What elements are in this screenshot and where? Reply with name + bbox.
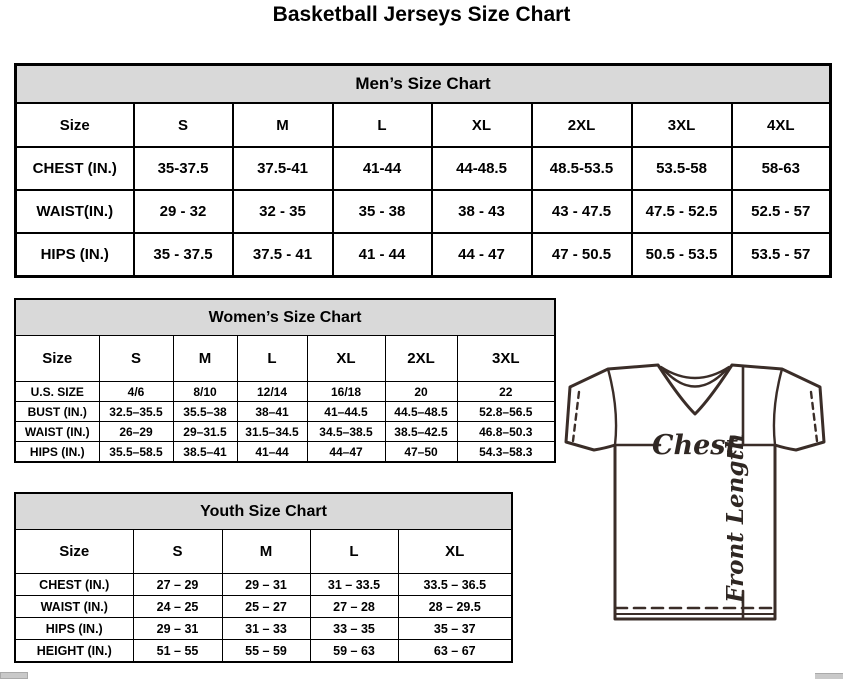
size-value-cell: 35.5–38: [173, 402, 237, 422]
size-value-cell: 34.5–38.5: [307, 422, 385, 442]
size-value-cell: 31.5–34.5: [237, 422, 307, 442]
size-value-cell: 63 – 67: [398, 640, 512, 663]
size-value-cell: 52.8–56.5: [457, 402, 555, 422]
size-column-header: 2XL: [385, 336, 457, 382]
size-value-cell: 27 – 28: [310, 596, 398, 618]
size-value-cell: 48.5-53.5: [532, 147, 632, 190]
size-column-header: S: [134, 103, 233, 147]
column-header-row: [16, 103, 831, 147]
size-value-cell: 38–41: [237, 402, 307, 422]
size-column-header: 2XL: [532, 103, 632, 147]
mens-table-title: Men’s Size Chart: [16, 65, 831, 104]
measurement-row-label: WAIST (IN.): [15, 596, 133, 618]
table-title-row: [15, 493, 512, 530]
jersey-measurement-diagram: [558, 356, 834, 624]
size-column-header: L: [333, 103, 432, 147]
size-value-cell: 47.5 - 52.5: [632, 190, 732, 233]
measurement-row: [15, 618, 512, 640]
size-value-cell: 35 - 37.5: [134, 233, 233, 277]
size-value-cell: 37.5 - 41: [233, 233, 333, 277]
size-value-cell: 38.5–41: [173, 442, 237, 463]
size-value-cell: 4/6: [99, 382, 173, 402]
size-value-cell: 20: [385, 382, 457, 402]
measurement-row: [15, 422, 555, 442]
size-value-cell: 50.5 - 53.5: [632, 233, 732, 277]
page-title: Basketball Jerseys Size Chart: [272, 3, 571, 26]
size-value-cell: 41–44.5: [307, 402, 385, 422]
measurement-row-label: CHEST (IN.): [16, 147, 134, 190]
size-column-header: M: [173, 336, 237, 382]
chest-label: Chest: [652, 430, 738, 461]
size-column-header: 3XL: [457, 336, 555, 382]
size-column-header: S: [133, 530, 222, 574]
size-value-cell: 44 - 47: [432, 233, 532, 277]
size-column-header: 4XL: [732, 103, 831, 147]
size-value-cell: 35.5–58.5: [99, 442, 173, 463]
size-value-cell: 28 – 29.5: [398, 596, 512, 618]
measurement-row-label: WAIST(IN.): [16, 190, 134, 233]
measurement-row: [15, 402, 555, 422]
size-value-cell: 33.5 – 36.5: [398, 574, 512, 596]
size-value-cell: 55 – 59: [222, 640, 310, 663]
size-value-cell: 29–31.5: [173, 422, 237, 442]
size-value-cell: 16/18: [307, 382, 385, 402]
size-value-cell: 47 - 50.5: [532, 233, 632, 277]
scrollbar-fragment-left[interactable]: [0, 672, 28, 679]
size-column-header: S: [99, 336, 173, 382]
size-corner-header: Size: [15, 530, 133, 574]
size-column-header: M: [222, 530, 310, 574]
size-column-header: XL: [307, 336, 385, 382]
size-value-cell: 35-37.5: [134, 147, 233, 190]
front-length-label: Front Length: [722, 433, 749, 603]
size-column-header: M: [233, 103, 333, 147]
size-value-cell: 53.5-58: [632, 147, 732, 190]
size-value-cell: 52.5 - 57: [732, 190, 831, 233]
measurement-row: [16, 190, 831, 233]
measurement-row: [15, 574, 512, 596]
table-title-row: [16, 65, 831, 104]
size-value-cell: 58-63: [732, 147, 831, 190]
size-column-header: L: [237, 336, 307, 382]
size-value-cell: 12/14: [237, 382, 307, 402]
size-value-cell: 24 – 25: [133, 596, 222, 618]
size-value-cell: 32 - 35: [233, 190, 333, 233]
column-header-row: [15, 336, 555, 382]
womens-size-table: [14, 298, 556, 463]
measurement-row: [15, 382, 555, 402]
measurement-row: [15, 442, 555, 463]
size-column-header: XL: [432, 103, 532, 147]
size-value-cell: 38.5–42.5: [385, 422, 457, 442]
scrollbar-fragment-right[interactable]: [815, 673, 843, 679]
size-value-cell: 59 – 63: [310, 640, 398, 663]
size-value-cell: 37.5-41: [233, 147, 333, 190]
size-column-header: 3XL: [632, 103, 732, 147]
measurement-row-label: BUST (IN.): [15, 402, 99, 422]
size-value-cell: 26–29: [99, 422, 173, 442]
measurement-row-label: HIPS (IN.): [15, 618, 133, 640]
size-value-cell: 29 - 32: [134, 190, 233, 233]
size-value-cell: 35 – 37: [398, 618, 512, 640]
size-corner-header: Size: [15, 336, 99, 382]
measurement-row: [16, 233, 831, 277]
size-value-cell: 31 – 33: [222, 618, 310, 640]
size-value-cell: 41–44: [237, 442, 307, 463]
size-value-cell: 35 - 38: [333, 190, 432, 233]
size-corner-header: Size: [16, 103, 134, 147]
measurement-row-label: HEIGHT (IN.): [15, 640, 133, 663]
size-value-cell: 29 – 31: [133, 618, 222, 640]
size-value-cell: 22: [457, 382, 555, 402]
table-title-row: [15, 299, 555, 336]
size-value-cell: 25 – 27: [222, 596, 310, 618]
size-value-cell: 51 – 55: [133, 640, 222, 663]
size-value-cell: 32.5–35.5: [99, 402, 173, 422]
measurement-row-label: WAIST (IN.): [15, 422, 99, 442]
size-value-cell: 44-48.5: [432, 147, 532, 190]
womens-table-title: Women’s Size Chart: [15, 299, 555, 336]
measurement-row: [15, 596, 512, 618]
size-value-cell: 33 – 35: [310, 618, 398, 640]
size-value-cell: 41 - 44: [333, 233, 432, 277]
jersey-outline-shape: [566, 365, 824, 619]
size-value-cell: 27 – 29: [133, 574, 222, 596]
size-column-header: XL: [398, 530, 512, 574]
youth-size-table: [14, 492, 513, 663]
size-value-cell: 31 – 33.5: [310, 574, 398, 596]
mens-size-table: [14, 63, 832, 278]
measurement-row: [15, 640, 512, 663]
measurement-row-label: U.S. SIZE: [15, 382, 99, 402]
youth-table-title: Youth Size Chart: [15, 493, 512, 530]
column-header-row: [15, 530, 512, 574]
size-value-cell: 8/10: [173, 382, 237, 402]
measurement-row-label: CHEST (IN.): [15, 574, 133, 596]
size-column-header: L: [310, 530, 398, 574]
size-value-cell: 46.8–50.3: [457, 422, 555, 442]
measurement-row: [16, 147, 831, 190]
size-value-cell: 38 - 43: [432, 190, 532, 233]
measurement-row-label: HIPS (IN.): [16, 233, 134, 277]
size-value-cell: 53.5 - 57: [732, 233, 831, 277]
size-value-cell: 44.5–48.5: [385, 402, 457, 422]
measurement-row-label: HIPS (IN.): [15, 442, 99, 463]
size-value-cell: 29 – 31: [222, 574, 310, 596]
size-value-cell: 41-44: [333, 147, 432, 190]
size-value-cell: 47–50: [385, 442, 457, 463]
size-value-cell: 44–47: [307, 442, 385, 463]
size-value-cell: 43 - 47.5: [532, 190, 632, 233]
size-value-cell: 54.3–58.3: [457, 442, 555, 463]
